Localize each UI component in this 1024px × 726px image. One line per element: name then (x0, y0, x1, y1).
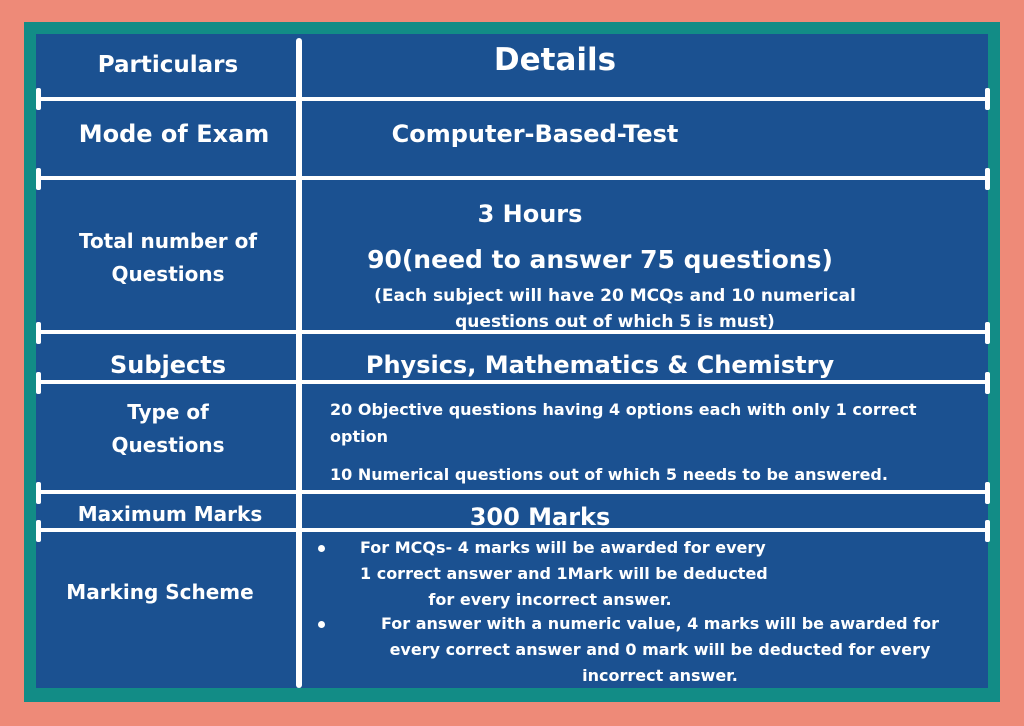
row-divider-cap (985, 520, 990, 542)
duration-value: 3 Hours (477, 200, 583, 228)
header-particulars: Particulars (97, 52, 239, 78)
questions-note-line1: (Each subject will have 20 MCQs and 10 numerical (374, 286, 856, 306)
scheme-b2-line1: For answer with a numeric value, 4 marks will be awarded for (380, 614, 940, 633)
questions-count: 90(need to answer 75 questions) (367, 245, 833, 274)
questions-label-line2: Questions (111, 262, 225, 286)
type-label-line2: Questions (111, 433, 225, 457)
row-divider-cap (36, 88, 41, 110)
marks-value: 300 Marks (469, 503, 611, 531)
row-divider (38, 176, 988, 180)
header-details: Details (493, 42, 617, 78)
mode-label: Mode of Exam (78, 120, 270, 148)
type-label-line1: Type of (127, 400, 209, 424)
type-item2: 10 Numerical questions out of which 5 needs to be answered. (330, 465, 888, 484)
row-divider-cap (985, 322, 990, 344)
questions-note-line2: questions out of which 5 is must) (455, 312, 775, 332)
scheme-b1-line3: for every incorrect answer. (428, 590, 672, 609)
subjects-label: Subjects (109, 351, 227, 379)
scheme-b2-line2: every correct answer and 0 mark will be deducted for every (389, 640, 931, 659)
marks-label: Maximum Marks (77, 502, 263, 526)
mode-value: Computer-Based-Test (391, 120, 679, 148)
scheme-label: Marking Scheme (66, 580, 254, 604)
row-divider-cap (985, 168, 990, 190)
bullet-icon (318, 621, 325, 628)
bullet-icon (318, 545, 325, 552)
row-divider-cap (36, 168, 41, 190)
scheme-b2-line3: incorrect answer. (582, 666, 738, 685)
row-divider-cap (985, 372, 990, 394)
row-divider-cap (36, 482, 41, 504)
row-divider-cap (985, 88, 990, 110)
type-item1-line1: 20 Objective questions having 4 options each with only 1 correct (330, 400, 917, 419)
row-divider-cap (985, 482, 990, 504)
subjects-value: Physics, Mathematics & Chemistry (365, 351, 835, 379)
scheme-b1-line2: 1 correct answer and 1Mark will be deducted (360, 564, 768, 583)
row-divider (38, 490, 988, 494)
scheme-b1-line1: For MCQs- 4 marks will be awarded for every (360, 538, 766, 557)
questions-label-line1: Total number of (78, 229, 258, 253)
row-divider (38, 97, 988, 101)
type-item1-line2: option (330, 427, 388, 446)
row-divider (38, 380, 988, 384)
row-divider-cap (36, 322, 41, 344)
